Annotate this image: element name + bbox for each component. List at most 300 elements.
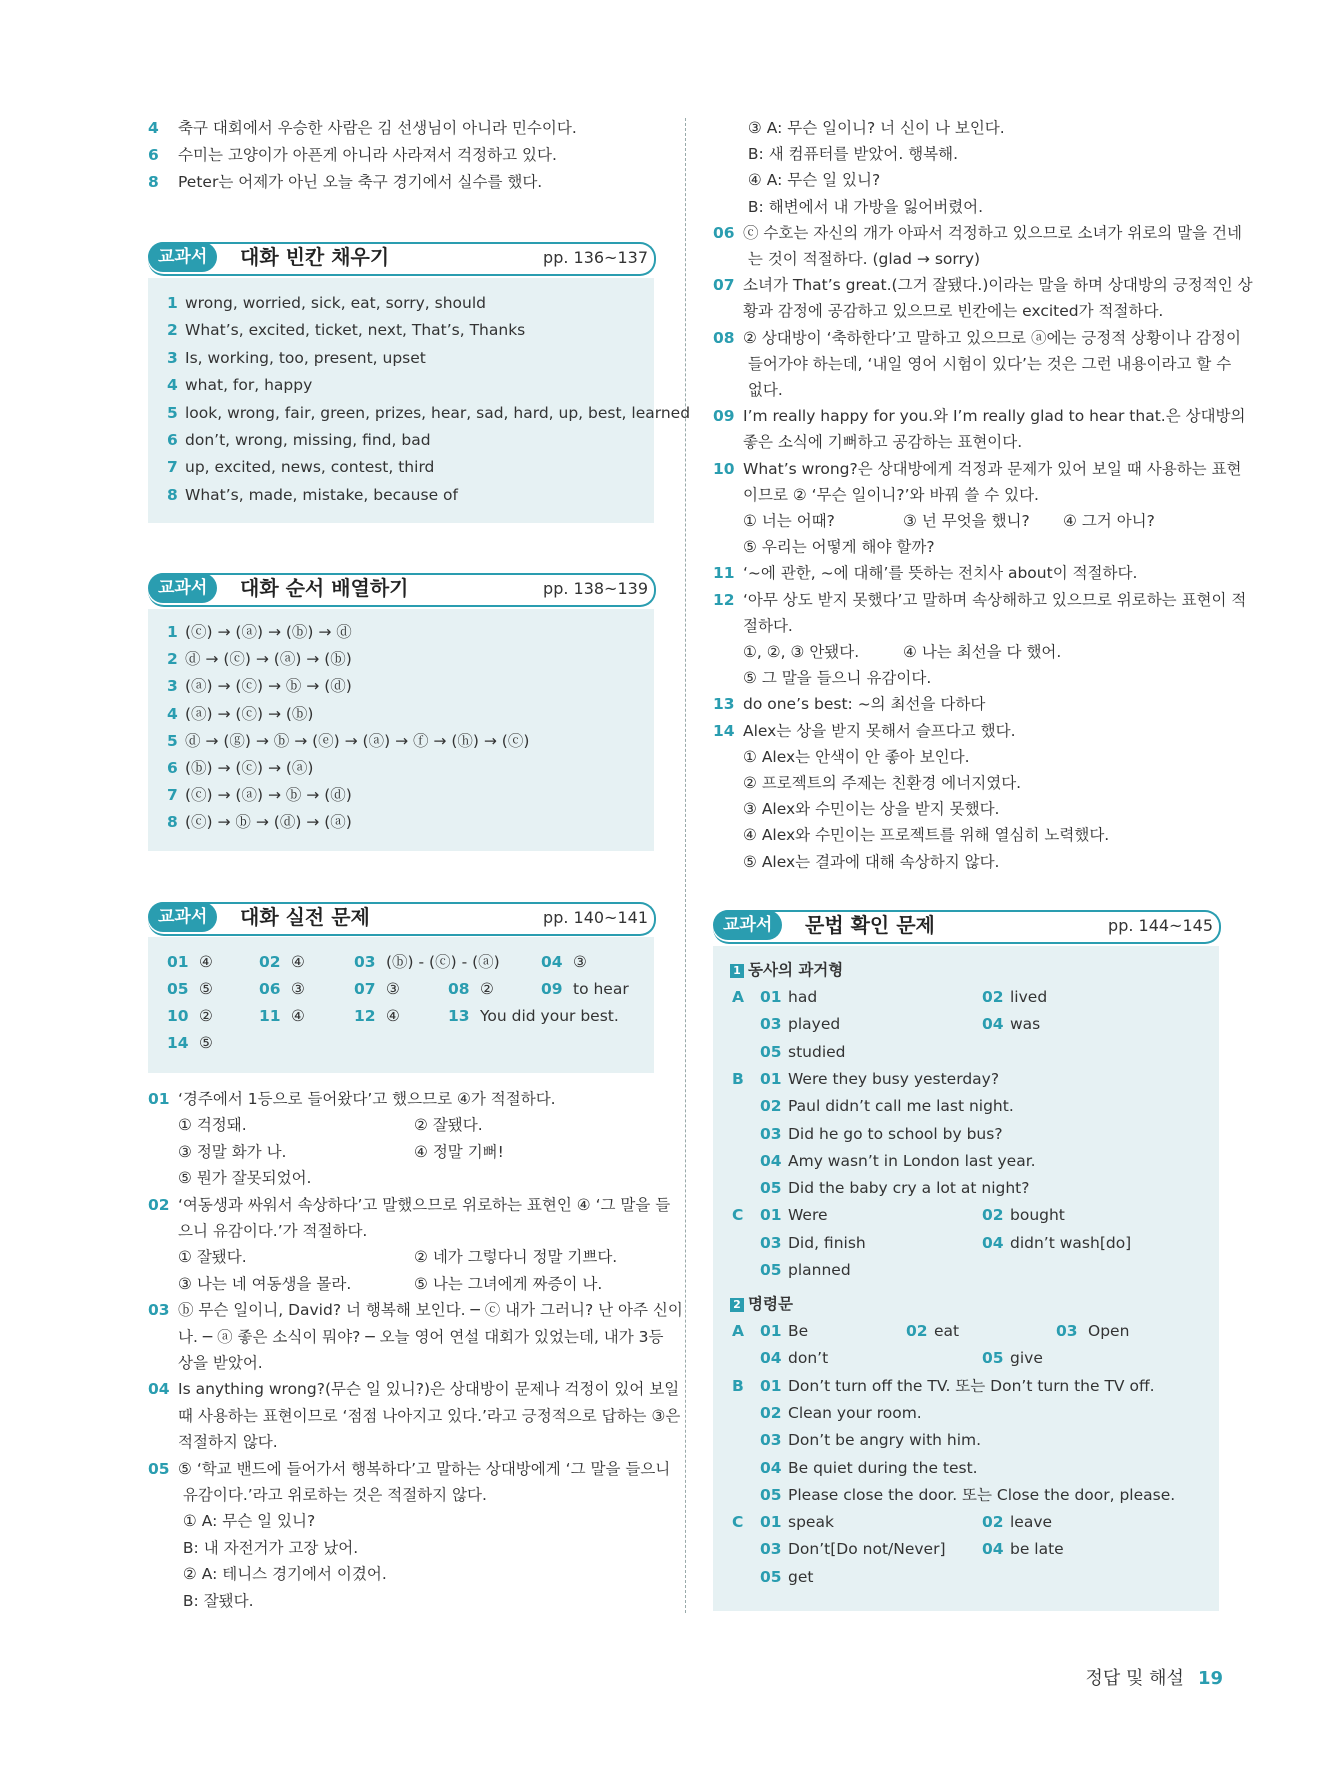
explanation-line — [713, 380, 783, 400]
item-text: What’s, excited, ticket, next, That’s, Thanks — [185, 321, 526, 340]
explanation-line — [148, 1195, 670, 1215]
item-text: ⑤ Alex는 결과에 대해 속상하지 않다. — [743, 852, 1000, 871]
answer-line — [167, 731, 529, 751]
item-number: 02 — [982, 988, 1004, 1006]
item-text: Don’t turn off the TV. 또는 Don’t turn the TV off. — [788, 1376, 1155, 1395]
textbook-tag: 교과서 — [148, 573, 217, 603]
page-footer — [1086, 1664, 1223, 1690]
item-number: 04 — [982, 1540, 1004, 1559]
item-number: 11 — [713, 564, 735, 583]
item-number: 1 — [167, 623, 178, 641]
item-text: ④ 나는 최선을 다 했어. — [903, 643, 1062, 661]
item-number: 2 — [167, 650, 178, 669]
item-text: ④ 그거 아니? — [1063, 512, 1155, 530]
item-text: Did he go to school by bus? — [788, 1124, 1003, 1143]
explanation-line — [713, 590, 1246, 610]
item-number: 02 — [906, 1322, 928, 1340]
item-text: 나. ─ ⓐ 좋은 소식이 뭐야? ─ 오늘 영어 연설 대회가 있었는데, 내가 3등 — [178, 1327, 664, 1346]
answer-line — [167, 348, 426, 368]
item-number: 1 — [167, 294, 178, 312]
grammar-answer — [1056, 1321, 1129, 1341]
explanation-line — [713, 825, 1109, 845]
item-number: 03 — [354, 953, 376, 971]
item-text: up, excited, news, contest, third — [185, 458, 435, 477]
grammar-answer — [982, 1233, 1131, 1253]
item-text: ② A: 테니스 경기에서 이겼어. — [178, 1565, 387, 1584]
item-number: 04 — [541, 953, 563, 971]
item-number: 04 — [760, 1349, 782, 1368]
grammar-answer — [982, 1539, 1064, 1559]
item-text: ⓓ → (ⓒ) → (ⓐ) → (ⓑ) — [185, 650, 352, 669]
item-text: You did your best. — [480, 1007, 619, 1025]
item-text: to hear — [573, 980, 629, 998]
item-text: ‘아무 상도 받지 못했다’고 말하며 속상해하고 있으므로 위로하는 표현이 적 — [743, 590, 1247, 609]
item-number: 03 — [760, 1015, 782, 1034]
item-number: 6 — [148, 146, 159, 164]
explanation-line — [713, 799, 999, 819]
item-number: 02 — [982, 1206, 1004, 1225]
grammar-answer — [760, 1321, 808, 1341]
explanation-line — [148, 1379, 679, 1399]
item-number: 04 — [982, 1233, 1004, 1252]
item-number: 01 — [760, 1513, 782, 1532]
grammar-answer — [760, 1178, 1029, 1198]
answer-cell — [354, 1006, 400, 1026]
section-header-dialogue-order — [148, 573, 658, 607]
item-number: 08 — [448, 980, 470, 998]
page-range: pp. 140~141 — [543, 908, 648, 927]
grammar-answer — [760, 1233, 866, 1253]
grammar-answer — [760, 1567, 813, 1587]
explanation-line — [713, 459, 1242, 479]
item-text: ④ — [291, 953, 305, 971]
item-number: 4 — [167, 704, 178, 723]
problem-letter: C — [732, 1513, 744, 1532]
item-text: ③ 나는 네 여동생을 몰라. — [178, 1274, 352, 1293]
item-text: B: 해변에서 내 가방을 잃어버렸어. — [743, 197, 984, 216]
item-text: ③ A: 무슨 일이니? 너 신이 나 보인다. — [743, 119, 1005, 137]
answer-line — [167, 622, 352, 642]
item-number: 04 — [982, 1015, 1004, 1034]
grammar-answer — [982, 1348, 1043, 1368]
explanation-line — [148, 1432, 278, 1452]
answer-cell — [167, 1033, 213, 1053]
item-text: Were they busy yesterday? — [788, 1069, 1000, 1088]
item-text: ② — [199, 1007, 213, 1025]
item-text: played — [788, 1015, 841, 1034]
answer-line — [148, 145, 557, 165]
item-text: look, wrong, fair, green, prizes, hear, sad, hard, up, best, learned — [185, 403, 691, 422]
answer-cell — [541, 952, 587, 972]
item-text: What’s, made, mistake, because of — [185, 485, 458, 504]
item-text: ⑤ 우리는 어떻게 해야 할까? — [743, 538, 935, 557]
item-text: 는 것이 적절하다. (glad → sorry) — [743, 250, 981, 268]
explanation-line — [713, 485, 1039, 505]
item-text: ‘경주에서 1등으로 들어왔다’고 했으므로 ④가 적절하다. — [178, 1090, 556, 1108]
item-number: 03 — [1056, 1322, 1078, 1340]
item-number: 01 — [760, 1322, 782, 1340]
item-text: Be — [788, 1322, 809, 1340]
item-number: 2 — [167, 321, 178, 340]
item-text: get — [788, 1567, 814, 1586]
section-header-dialogue-test — [148, 902, 658, 936]
explanation-line — [713, 275, 1253, 295]
explanation-line — [148, 1538, 358, 1558]
explanation-line — [148, 1591, 254, 1611]
item-text: ② 네가 그렇다니 정말 기쁘다. — [414, 1248, 618, 1267]
explanation-line — [148, 1221, 367, 1241]
item-text: what, for, happy — [185, 376, 313, 395]
grammar-answer — [760, 1014, 840, 1034]
explanation-line — [713, 773, 1021, 793]
item-text: ① 걱정돼. — [178, 1116, 247, 1135]
item-text: Did, finish — [788, 1233, 866, 1252]
answer-cell — [259, 979, 305, 999]
item-text: What’s wrong?은 상대방에게 걱정과 문제가 있어 보일 때 사용하는 표현 — [743, 459, 1242, 478]
explanation-line — [148, 1115, 483, 1135]
item-text: ① 너는 어때? — [743, 512, 835, 530]
item-number: 02 — [760, 1403, 782, 1422]
item-text: ⑤ — [199, 980, 213, 998]
explanation-line — [148, 1564, 387, 1584]
item-text: give — [1010, 1349, 1043, 1368]
answer-line — [167, 758, 313, 778]
item-number: 8 — [148, 173, 159, 191]
item-number: 14 — [167, 1034, 189, 1052]
item-text: ③ — [291, 980, 305, 998]
answer-line — [148, 172, 542, 192]
item-number: 06 — [713, 223, 735, 242]
explanation-line — [713, 852, 999, 872]
answer-line — [167, 293, 486, 313]
grammar-answer — [760, 1069, 999, 1089]
explanation-line — [713, 537, 935, 557]
explanation-line — [148, 1459, 670, 1479]
explanation-line — [148, 1142, 504, 1162]
answer-cell — [259, 1006, 305, 1026]
item-text: ② 잘됐다. — [414, 1116, 483, 1135]
subsection-number: 2 — [730, 1298, 744, 1312]
answer-cell — [448, 1006, 619, 1026]
item-text: ‘여동생과 싸워서 속상하다’고 말했으므로 위로하는 표현인 ④ ‘그 말을 들 — [178, 1195, 671, 1214]
item-text: ③ — [386, 980, 400, 998]
item-text: ① A: 무슨 일 있니? — [178, 1512, 316, 1531]
item-number: 05 — [760, 1567, 782, 1586]
explanation-line — [713, 118, 1005, 138]
explanation-line — [148, 1247, 618, 1267]
item-text: ‘~에 관한, ~에 대해’를 뜻하는 전치사 about이 적절하다. — [743, 564, 1138, 583]
answer-cell — [541, 979, 629, 999]
item-text: Were — [788, 1206, 828, 1225]
item-text: ⑤ 그 말을 들으니 유감이다. — [743, 669, 932, 688]
answer-line — [167, 676, 352, 696]
grammar-answer — [760, 1376, 1155, 1396]
grammar-answer — [760, 1260, 851, 1280]
item-text: 소녀가 That’s great.(그거 잘됐다.)이라는 말을 하며 상대방의 긍정적인 상 — [743, 276, 1253, 295]
page-range: pp. 136~137 — [543, 248, 648, 267]
item-number: 13 — [448, 1007, 470, 1025]
grammar-answer — [760, 1485, 1175, 1505]
explanation-line — [148, 1353, 263, 1373]
item-text: (ⓐ) → (ⓒ) → ⓑ → (ⓓ) — [185, 677, 352, 696]
item-number: 5 — [167, 731, 178, 750]
item-text: 없다. — [743, 381, 783, 399]
item-number: 4 — [148, 119, 159, 137]
item-text: (ⓑ) - (ⓒ) - (ⓐ) — [386, 953, 500, 971]
item-number: 7 — [167, 458, 178, 477]
item-text: 수미는 고양이가 아픈게 아니라 사라져서 걱정하고 있다. — [178, 146, 557, 164]
explanation-line — [148, 1274, 603, 1294]
grammar-answer — [760, 1403, 922, 1423]
answer-line — [167, 430, 431, 450]
item-number: 01 — [148, 1090, 170, 1108]
item-number: 03 — [760, 1233, 782, 1252]
item-number: 01 — [760, 1376, 782, 1395]
page-range: pp. 138~139 — [543, 579, 648, 598]
explanation-line — [148, 1485, 487, 1505]
item-text: ⓓ → (ⓖ) → ⓑ → (ⓔ) → (ⓐ) → ⓕ → (ⓗ) → (ⓒ) — [185, 731, 530, 750]
item-number: 01 — [167, 953, 189, 971]
section-title: 문법 확인 문제 — [805, 913, 935, 937]
item-text: ⑤ — [199, 1034, 213, 1052]
answer-line — [167, 785, 352, 805]
page-range: pp. 144~145 — [1108, 916, 1213, 935]
item-text: ①, ②, ③ 안됐다. — [743, 643, 860, 661]
item-text: ④ — [199, 953, 213, 971]
item-text: ③ — [573, 953, 587, 971]
explanation-line — [713, 197, 983, 217]
item-text: ② — [480, 980, 494, 998]
item-text: Don’t[Do not/Never] — [788, 1540, 946, 1559]
subsection-past-tense — [730, 960, 843, 980]
item-number: 11 — [259, 1007, 281, 1025]
grammar-answer — [760, 1151, 1036, 1171]
item-text: planned — [788, 1261, 851, 1279]
item-text: 으니 유감이다.’가 적절하다. — [178, 1222, 368, 1240]
section-title: 대화 실전 문제 — [240, 905, 370, 929]
grammar-answer — [982, 1512, 1052, 1532]
grammar-answer — [760, 1512, 834, 1532]
explanation-line — [713, 301, 1163, 321]
item-text: leave — [1010, 1513, 1053, 1532]
answer-line — [167, 375, 312, 395]
grammar-answer — [982, 1014, 1040, 1034]
item-number: 01 — [760, 1206, 782, 1225]
item-number: 03 — [148, 1301, 170, 1320]
item-text: 때 사용하는 표현이므로 ‘점점 나아지고 있다.’라고 긍정적으로 답하는 ③은 — [178, 1406, 681, 1425]
subsection-title: 명령문 — [748, 1295, 793, 1313]
column-divider — [685, 118, 686, 1613]
answer-cell — [167, 952, 213, 972]
item-number: 09 — [713, 407, 735, 426]
footer-label: 정답 및 해설 — [1085, 1668, 1184, 1689]
item-text: ⑤ 나는 그녀에게 짜증이 나. — [414, 1274, 603, 1293]
item-number: 07 — [354, 980, 376, 998]
item-number: 6 — [167, 759, 178, 777]
item-text: Peter는 어제가 아닌 오늘 축구 경기에서 실수를 했다. — [178, 173, 543, 191]
item-number: 4 — [167, 376, 178, 395]
item-text: lived — [1010, 988, 1048, 1006]
item-text: B: 잘됐다. — [178, 1591, 254, 1610]
explanation-line — [148, 1300, 683, 1320]
explanation-line — [713, 668, 931, 688]
item-text: 절하다. — [743, 616, 793, 635]
item-text: Clean your room. — [788, 1403, 922, 1422]
explanation-line — [713, 354, 1231, 374]
item-text: don’t, wrong, missing, find, bad — [185, 431, 431, 449]
item-text: ① 잘됐다. — [178, 1248, 247, 1267]
explanation-line — [713, 616, 793, 636]
answer-line — [167, 320, 525, 340]
item-number: 8 — [167, 813, 178, 832]
item-text: I’m really happy for you.와 I’m really glad to hear that.은 상대방의 — [743, 407, 1246, 426]
item-text: ④ — [386, 1007, 400, 1025]
page-number: 19 — [1197, 1668, 1223, 1689]
item-number: 14 — [713, 721, 735, 740]
item-number: 04 — [760, 1458, 782, 1477]
problem-letter: A — [732, 1322, 744, 1340]
answer-cell — [259, 952, 305, 972]
item-text: ⑤ 뭔가 잘못되었어. — [178, 1169, 312, 1188]
item-text: 축구 대회에서 우승한 사람은 김 선생님이 아니라 민수이다. — [178, 119, 577, 137]
item-text: don’t — [788, 1349, 829, 1368]
grammar-answer — [982, 987, 1047, 1007]
explanation-line — [713, 249, 980, 269]
grammar-answer — [906, 1321, 959, 1341]
item-number: 02 — [760, 1097, 782, 1116]
item-text: bought — [1010, 1206, 1065, 1225]
explanation-line — [713, 328, 1241, 348]
item-text: ④ 정말 기뻐! — [414, 1142, 504, 1161]
item-text: (ⓐ) → (ⓒ) → (ⓑ) — [185, 704, 314, 723]
grammar-answer — [760, 1042, 846, 1062]
answer-line — [167, 485, 458, 505]
item-number: 05 — [760, 1042, 782, 1061]
item-number: 3 — [167, 677, 178, 696]
explanation-line — [148, 1168, 312, 1188]
item-number: 05 — [167, 980, 189, 998]
answer-cell — [167, 979, 213, 999]
problem-letter: B — [732, 1376, 744, 1395]
explanation-line — [713, 406, 1246, 426]
item-text: Paul didn’t call me last night. — [788, 1097, 1014, 1116]
item-number: 10 — [713, 459, 735, 478]
item-number: 12 — [713, 590, 735, 609]
grammar-answer — [760, 1124, 1003, 1144]
item-number: 3 — [167, 348, 178, 367]
item-number: 05 — [982, 1349, 1004, 1368]
answer-cell — [354, 952, 500, 972]
item-text: ④ A: 무슨 일 있니? — [743, 171, 881, 190]
item-number: 01 — [760, 1069, 782, 1088]
item-text: 황과 감정에 공감하고 있으므로 빈칸에는 excited가 적절하다. — [743, 302, 1164, 321]
explanation-line — [713, 694, 985, 714]
explanation-line — [148, 1511, 315, 1531]
subsection-title: 동사의 과거형 — [748, 961, 844, 979]
item-text: Alex는 상을 받지 못해서 슬프다고 했다. — [743, 721, 1016, 740]
section-title: 대화 순서 배열하기 — [240, 576, 409, 600]
explanation-line — [148, 1406, 680, 1426]
item-text: Amy wasn’t in London last year. — [788, 1151, 1036, 1170]
item-number: 6 — [167, 431, 178, 449]
item-text: do one’s best: ~의 최선을 다하다 — [743, 695, 986, 714]
item-number: 01 — [760, 988, 782, 1006]
item-number: 13 — [713, 695, 735, 714]
explanation-line — [713, 642, 1062, 662]
explanation-line — [713, 563, 1137, 583]
item-number: 06 — [259, 980, 281, 998]
item-text: didn’t wash[do] — [1010, 1233, 1132, 1252]
item-number: 10 — [167, 1007, 189, 1025]
explanation-line — [713, 747, 970, 767]
answer-line — [167, 457, 434, 477]
item-text: Is, working, too, present, upset — [185, 348, 426, 367]
item-number: 05 — [760, 1179, 782, 1198]
grammar-answer — [760, 1458, 978, 1478]
grammar-answer — [760, 1205, 828, 1225]
answer-line — [167, 403, 690, 423]
answer-line — [167, 704, 313, 724]
item-number: 12 — [354, 1007, 376, 1025]
grammar-answer — [982, 1205, 1065, 1225]
item-number: 02 — [982, 1513, 1004, 1532]
item-text: B: 새 컴퓨터를 받았어. 행복해. — [743, 145, 959, 164]
item-text: 상을 받았어. — [178, 1354, 263, 1372]
explanation-line — [713, 721, 1016, 741]
grammar-answer — [760, 1348, 828, 1368]
textbook-tag: 교과서 — [148, 242, 217, 272]
item-number: 03 — [760, 1431, 782, 1450]
answer-cell — [354, 979, 400, 999]
item-text: studied — [788, 1042, 846, 1061]
item-text: ③ 넌 무엇을 했니? — [903, 512, 1030, 530]
item-number: 03 — [760, 1540, 782, 1559]
item-number: 05 — [148, 1459, 170, 1478]
item-text: B: 내 자전거가 고장 났어. — [178, 1538, 359, 1557]
grammar-answer — [760, 1430, 981, 1450]
section-header-dialogue-blanks — [148, 242, 658, 276]
textbook-tag: 교과서 — [148, 902, 217, 932]
problem-letter: B — [732, 1069, 744, 1088]
answer-line — [167, 649, 352, 669]
item-number: 8 — [167, 485, 178, 504]
item-number: 04 — [148, 1380, 170, 1399]
item-text: 들어가야 하는데, ‘내일 영어 시험이 있다’는 것은 그런 내용이라고 할 수 — [743, 354, 1232, 373]
item-text: (ⓒ) → (ⓐ) → (ⓑ) → ⓓ — [185, 623, 352, 641]
item-number: 02 — [259, 953, 281, 971]
item-text: ④ — [291, 1007, 305, 1025]
item-text: Open — [1088, 1322, 1130, 1340]
grammar-answer — [760, 1539, 946, 1559]
explanation-line — [713, 144, 958, 164]
item-number: 7 — [167, 786, 178, 805]
item-text: Is anything wrong?(무슨 일 있니?)은 상대방이 문제나 걱정이 있어 보일 — [178, 1380, 680, 1399]
explanation-line — [713, 511, 1155, 531]
explanation-line — [713, 223, 1242, 243]
item-text: had — [788, 988, 818, 1006]
item-text: ② 프로젝트의 주제는 친환경 에너지였다. — [743, 774, 1022, 792]
explanation-line — [148, 1089, 556, 1109]
item-text: 유감이다.’라고 위로하는 것은 적절하지 않다. — [178, 1486, 487, 1504]
item-text: speak — [788, 1513, 834, 1532]
item-text: Did the baby cry a lot at night? — [788, 1179, 1030, 1198]
explanation-line — [148, 1327, 664, 1347]
problem-letter: A — [732, 988, 744, 1006]
item-text: eat — [934, 1322, 960, 1340]
item-text: ③ 정말 화가 나. — [178, 1142, 287, 1161]
item-text: ⓑ 무슨 일이니, David? 너 행복해 보인다. ─ ⓒ 내가 그러니? 난 아주 신이 — [178, 1301, 683, 1320]
item-number: 09 — [541, 980, 563, 998]
